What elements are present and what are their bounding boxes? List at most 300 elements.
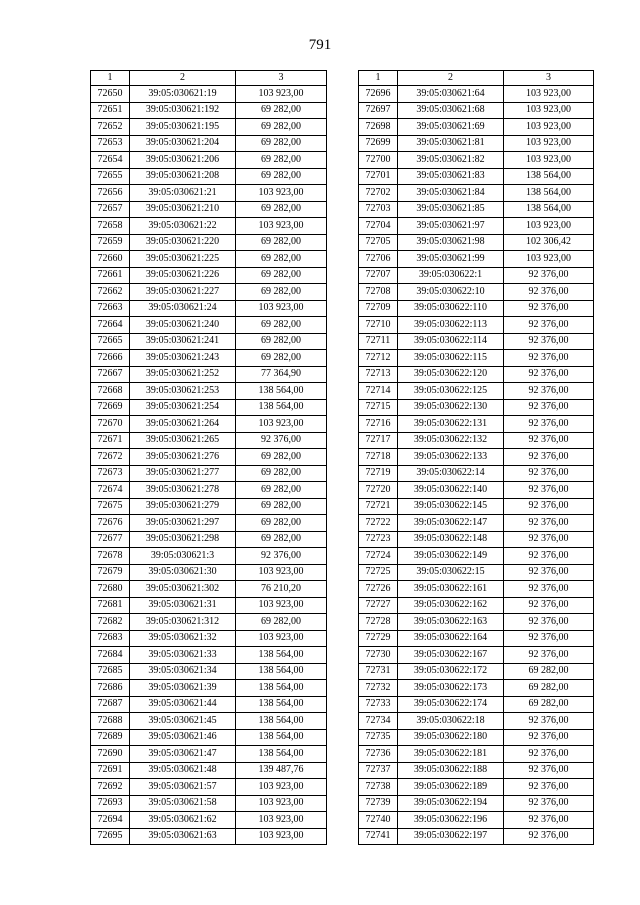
row-number-cell: 72679 bbox=[91, 564, 130, 581]
row-number-cell: 72711 bbox=[359, 333, 398, 350]
value-cell: 92 376,00 bbox=[504, 317, 594, 334]
value-cell: 92 376,00 bbox=[504, 630, 594, 647]
table-row bbox=[359, 828, 594, 845]
table-row bbox=[359, 152, 594, 169]
row-number-cell: 72658 bbox=[91, 218, 130, 235]
cadastral-number-cell: 39:05:030621:208 bbox=[130, 168, 236, 185]
value-cell: 92 376,00 bbox=[504, 581, 594, 598]
value-cell: 69 282,00 bbox=[504, 680, 594, 697]
table-row bbox=[359, 135, 594, 152]
row-number-cell: 72728 bbox=[359, 614, 398, 631]
table-row bbox=[91, 515, 327, 532]
row-number-cell: 72722 bbox=[359, 515, 398, 532]
value-cell: 69 282,00 bbox=[236, 234, 327, 251]
table-row bbox=[359, 86, 594, 103]
value-cell: 92 376,00 bbox=[504, 284, 594, 301]
table-row bbox=[91, 597, 327, 614]
row-number-cell: 72665 bbox=[91, 333, 130, 350]
cadastral-number-cell: 39:05:030621:19 bbox=[130, 86, 236, 103]
column-header: 2 bbox=[398, 71, 504, 86]
cadastral-number-cell: 39:05:030621:278 bbox=[130, 482, 236, 499]
cadastral-number-cell: 39:05:030621:24 bbox=[130, 300, 236, 317]
value-cell: 103 923,00 bbox=[236, 812, 327, 829]
value-cell: 103 923,00 bbox=[236, 564, 327, 581]
value-cell: 103 923,00 bbox=[236, 597, 327, 614]
value-cell: 138 564,00 bbox=[236, 729, 327, 746]
row-number-cell: 72718 bbox=[359, 449, 398, 466]
row-number-cell: 72690 bbox=[91, 746, 130, 763]
value-cell: 92 376,00 bbox=[504, 515, 594, 532]
table-row bbox=[91, 581, 327, 598]
table-row bbox=[359, 630, 594, 647]
row-number-cell: 72688 bbox=[91, 713, 130, 730]
cadastral-number-cell: 39:05:030621:226 bbox=[130, 267, 236, 284]
table-row bbox=[359, 498, 594, 515]
table-row bbox=[359, 168, 594, 185]
table-row bbox=[359, 597, 594, 614]
cadastral-number-cell: 39:05:030621:34 bbox=[130, 663, 236, 680]
row-number-cell: 72724 bbox=[359, 548, 398, 565]
cadastral-number-cell: 39:05:030621:33 bbox=[130, 647, 236, 664]
table-row bbox=[91, 779, 327, 796]
row-number-cell: 72683 bbox=[91, 630, 130, 647]
value-cell: 92 376,00 bbox=[504, 267, 594, 284]
cadastral-number-cell: 39:05:030621:85 bbox=[398, 201, 504, 218]
table-row bbox=[91, 828, 327, 845]
row-number-cell: 72654 bbox=[91, 152, 130, 169]
cadastral-number-cell: 39:05:030622:196 bbox=[398, 812, 504, 829]
value-cell: 102 306,42 bbox=[504, 234, 594, 251]
row-number-cell: 72705 bbox=[359, 234, 398, 251]
table-row bbox=[359, 300, 594, 317]
table-row bbox=[359, 812, 594, 829]
row-number-cell: 72741 bbox=[359, 828, 398, 845]
value-cell: 92 376,00 bbox=[504, 548, 594, 565]
cadastral-number-cell: 39:05:030622:194 bbox=[398, 795, 504, 812]
row-number-cell: 72664 bbox=[91, 317, 130, 334]
table-row bbox=[359, 482, 594, 499]
cadastral-number-cell: 39:05:030621:62 bbox=[130, 812, 236, 829]
table-row bbox=[359, 663, 594, 680]
cadastral-number-cell: 39:05:030622:181 bbox=[398, 746, 504, 763]
table-row bbox=[91, 416, 327, 433]
cadastral-number-cell: 39:05:030621:21 bbox=[130, 185, 236, 202]
value-cell: 92 376,00 bbox=[504, 795, 594, 812]
value-cell: 69 282,00 bbox=[236, 152, 327, 169]
value-cell: 92 376,00 bbox=[504, 449, 594, 466]
cadastral-number-cell: 39:05:030621:64 bbox=[398, 86, 504, 103]
cadastral-number-cell: 39:05:030621:22 bbox=[130, 218, 236, 235]
row-number-cell: 72691 bbox=[91, 762, 130, 779]
row-number-cell: 72673 bbox=[91, 465, 130, 482]
cadastral-number-cell: 39:05:030621:69 bbox=[398, 119, 504, 136]
value-cell: 103 923,00 bbox=[236, 218, 327, 235]
table-row bbox=[91, 185, 327, 202]
row-number-cell: 72727 bbox=[359, 597, 398, 614]
value-cell: 69 282,00 bbox=[236, 449, 327, 466]
cadastral-number-cell: 39:05:030621:192 bbox=[130, 102, 236, 119]
cadastral-number-cell: 39:05:030622:161 bbox=[398, 581, 504, 598]
table-row bbox=[359, 317, 594, 334]
cadastral-number-cell: 39:05:030621:297 bbox=[130, 515, 236, 532]
table-row bbox=[359, 515, 594, 532]
cadastral-number-cell: 39:05:030621:39 bbox=[130, 680, 236, 697]
row-number-cell: 72731 bbox=[359, 663, 398, 680]
row-number-cell: 72675 bbox=[91, 498, 130, 515]
table-row bbox=[359, 614, 594, 631]
value-cell: 69 282,00 bbox=[236, 333, 327, 350]
row-number-cell: 72694 bbox=[91, 812, 130, 829]
row-number-cell: 72670 bbox=[91, 416, 130, 433]
table-row bbox=[359, 333, 594, 350]
row-number-cell: 72662 bbox=[91, 284, 130, 301]
cadastral-number-cell: 39:05:030622:133 bbox=[398, 449, 504, 466]
table-row bbox=[91, 251, 327, 268]
table-row bbox=[359, 234, 594, 251]
row-number-cell: 72734 bbox=[359, 713, 398, 730]
cadastral-number-cell: 39:05:030621:58 bbox=[130, 795, 236, 812]
cadastral-number-cell: 39:05:030621:63 bbox=[130, 828, 236, 845]
cadastral-number-cell: 39:05:030622:125 bbox=[398, 383, 504, 400]
row-number-cell: 72667 bbox=[91, 366, 130, 383]
cadastral-number-cell: 39:05:030622:114 bbox=[398, 333, 504, 350]
row-number-cell: 72725 bbox=[359, 564, 398, 581]
row-number-cell: 72707 bbox=[359, 267, 398, 284]
cadastral-number-cell: 39:05:030622:115 bbox=[398, 350, 504, 367]
table-row bbox=[91, 366, 327, 383]
value-cell: 103 923,00 bbox=[236, 185, 327, 202]
value-cell: 139 487,76 bbox=[236, 762, 327, 779]
table-row bbox=[91, 498, 327, 515]
value-cell: 103 923,00 bbox=[236, 828, 327, 845]
cadastral-number-cell: 39:05:030621:220 bbox=[130, 234, 236, 251]
value-cell: 103 923,00 bbox=[504, 251, 594, 268]
page-number: 791 bbox=[308, 37, 332, 53]
table-row bbox=[359, 465, 594, 482]
cadastral-number-cell: 39:05:030622:173 bbox=[398, 680, 504, 697]
value-cell: 92 376,00 bbox=[504, 762, 594, 779]
cadastral-number-cell: 39:05:030621:264 bbox=[130, 416, 236, 433]
left-table-body bbox=[91, 71, 327, 845]
table-row bbox=[359, 383, 594, 400]
value-cell: 92 376,00 bbox=[504, 812, 594, 829]
cadastral-number-cell: 39:05:030622:167 bbox=[398, 647, 504, 664]
table-row bbox=[359, 201, 594, 218]
cadastral-number-cell: 39:05:030621:48 bbox=[130, 762, 236, 779]
row-number-cell: 72721 bbox=[359, 498, 398, 515]
cadastral-number-cell: 39:05:030621:82 bbox=[398, 152, 504, 169]
table-row bbox=[359, 218, 594, 235]
cadastral-number-cell: 39:05:030622:140 bbox=[398, 482, 504, 499]
table-row bbox=[91, 465, 327, 482]
value-cell: 69 282,00 bbox=[236, 482, 327, 499]
table-row bbox=[91, 795, 327, 812]
table-row bbox=[91, 449, 327, 466]
row-number-cell: 72712 bbox=[359, 350, 398, 367]
cadastral-number-cell: 39:05:030622:132 bbox=[398, 432, 504, 449]
cadastral-number-cell: 39:05:030621:3 bbox=[130, 548, 236, 565]
cadastral-number-cell: 39:05:030621:302 bbox=[130, 581, 236, 598]
value-cell: 103 923,00 bbox=[504, 86, 594, 103]
cadastral-number-cell: 39:05:030621:277 bbox=[130, 465, 236, 482]
table-row bbox=[91, 663, 327, 680]
value-cell: 138 564,00 bbox=[236, 399, 327, 416]
row-number-cell: 72740 bbox=[359, 812, 398, 829]
cadastral-number-cell: 39:05:030621:31 bbox=[130, 597, 236, 614]
value-cell: 69 282,00 bbox=[236, 201, 327, 218]
row-number-cell: 72689 bbox=[91, 729, 130, 746]
cadastral-number-cell: 39:05:030622:130 bbox=[398, 399, 504, 416]
cadastral-number-cell: 39:05:030621:253 bbox=[130, 383, 236, 400]
row-number-cell: 72685 bbox=[91, 663, 130, 680]
cadastral-number-cell: 39:05:030622:189 bbox=[398, 779, 504, 796]
table-row bbox=[91, 432, 327, 449]
column-header: 1 bbox=[359, 71, 398, 86]
value-cell: 92 376,00 bbox=[504, 350, 594, 367]
row-number-cell: 72652 bbox=[91, 119, 130, 136]
cadastral-number-cell: 39:05:030621:227 bbox=[130, 284, 236, 301]
table-row bbox=[91, 86, 327, 103]
table-row bbox=[91, 548, 327, 565]
cadastral-number-cell: 39:05:030622:180 bbox=[398, 729, 504, 746]
value-cell: 92 376,00 bbox=[504, 498, 594, 515]
table-row bbox=[359, 102, 594, 119]
row-number-cell: 72668 bbox=[91, 383, 130, 400]
table-row bbox=[359, 185, 594, 202]
row-number-cell: 72716 bbox=[359, 416, 398, 433]
row-number-cell: 72715 bbox=[359, 399, 398, 416]
table-row bbox=[359, 729, 594, 746]
table-row bbox=[359, 449, 594, 466]
value-cell: 138 564,00 bbox=[236, 647, 327, 664]
table-row bbox=[91, 267, 327, 284]
table-row bbox=[91, 482, 327, 499]
row-number-cell: 72661 bbox=[91, 267, 130, 284]
value-cell: 103 923,00 bbox=[504, 102, 594, 119]
table-row bbox=[91, 350, 327, 367]
row-number-cell: 72695 bbox=[91, 828, 130, 845]
row-number-cell: 72723 bbox=[359, 531, 398, 548]
table-row bbox=[359, 746, 594, 763]
row-number-cell: 72733 bbox=[359, 696, 398, 713]
value-cell: 92 376,00 bbox=[504, 333, 594, 350]
cadastral-number-cell: 39:05:030622:15 bbox=[398, 564, 504, 581]
row-number-cell: 72699 bbox=[359, 135, 398, 152]
value-cell: 76 210,20 bbox=[236, 581, 327, 598]
column-header: 3 bbox=[504, 71, 594, 86]
value-cell: 92 376,00 bbox=[504, 465, 594, 482]
row-number-cell: 72700 bbox=[359, 152, 398, 169]
row-number-cell: 72704 bbox=[359, 218, 398, 235]
row-number-cell: 72671 bbox=[91, 432, 130, 449]
value-cell: 69 282,00 bbox=[236, 284, 327, 301]
row-number-cell: 72666 bbox=[91, 350, 130, 367]
table-row bbox=[91, 333, 327, 350]
row-number-cell: 72701 bbox=[359, 168, 398, 185]
table-row bbox=[91, 564, 327, 581]
table-row bbox=[91, 531, 327, 548]
value-cell: 103 923,00 bbox=[504, 135, 594, 152]
table-row bbox=[359, 779, 594, 796]
value-cell: 69 282,00 bbox=[236, 515, 327, 532]
value-cell: 69 282,00 bbox=[504, 663, 594, 680]
cadastral-number-cell: 39:05:030621:30 bbox=[130, 564, 236, 581]
cadastral-number-cell: 39:05:030622:174 bbox=[398, 696, 504, 713]
table-row bbox=[91, 102, 327, 119]
value-cell: 69 282,00 bbox=[236, 614, 327, 631]
cadastral-number-cell: 39:05:030621:225 bbox=[130, 251, 236, 268]
row-number-cell: 72703 bbox=[359, 201, 398, 218]
table-row bbox=[359, 548, 594, 565]
value-cell: 69 282,00 bbox=[236, 317, 327, 334]
cadastral-number-cell: 39:05:030621:241 bbox=[130, 333, 236, 350]
row-number-cell: 72719 bbox=[359, 465, 398, 482]
table-row bbox=[359, 416, 594, 433]
row-number-cell: 72739 bbox=[359, 795, 398, 812]
cadastral-number-cell: 39:05:030621:206 bbox=[130, 152, 236, 169]
value-cell: 103 923,00 bbox=[504, 218, 594, 235]
cadastral-number-cell: 39:05:030621:252 bbox=[130, 366, 236, 383]
row-number-cell: 72698 bbox=[359, 119, 398, 136]
cadastral-number-cell: 39:05:030621:81 bbox=[398, 135, 504, 152]
value-cell: 92 376,00 bbox=[504, 647, 594, 664]
cadastral-number-cell: 39:05:030622:145 bbox=[398, 498, 504, 515]
cadastral-number-cell: 39:05:030621:254 bbox=[130, 399, 236, 416]
row-number-cell: 72682 bbox=[91, 614, 130, 631]
row-number-cell: 72680 bbox=[91, 581, 130, 598]
table-row bbox=[91, 168, 327, 185]
cadastral-number-cell: 39:05:030621:276 bbox=[130, 449, 236, 466]
value-cell: 69 282,00 bbox=[236, 135, 327, 152]
cadastral-number-cell: 39:05:030622:131 bbox=[398, 416, 504, 433]
table-row bbox=[359, 696, 594, 713]
value-cell: 138 564,00 bbox=[504, 168, 594, 185]
cadastral-number-cell: 39:05:030622:18 bbox=[398, 713, 504, 730]
row-number-cell: 72710 bbox=[359, 317, 398, 334]
row-number-cell: 72693 bbox=[91, 795, 130, 812]
row-number-cell: 72678 bbox=[91, 548, 130, 565]
table-row bbox=[359, 432, 594, 449]
cadastral-number-cell: 39:05:030621:210 bbox=[130, 201, 236, 218]
row-number-cell: 72696 bbox=[359, 86, 398, 103]
table-row bbox=[91, 630, 327, 647]
cadastral-number-cell: 39:05:030621:265 bbox=[130, 432, 236, 449]
row-number-cell: 72730 bbox=[359, 647, 398, 664]
row-number-cell: 72735 bbox=[359, 729, 398, 746]
table-row bbox=[91, 234, 327, 251]
row-number-cell: 72737 bbox=[359, 762, 398, 779]
left-table bbox=[90, 70, 327, 845]
value-cell: 103 923,00 bbox=[236, 630, 327, 647]
table-row bbox=[359, 251, 594, 268]
row-number-cell: 72736 bbox=[359, 746, 398, 763]
value-cell: 69 282,00 bbox=[236, 350, 327, 367]
table-row bbox=[359, 267, 594, 284]
table-row bbox=[359, 399, 594, 416]
table-row bbox=[91, 218, 327, 235]
column-header: 2 bbox=[130, 71, 236, 86]
cadastral-number-cell: 39:05:030622:1 bbox=[398, 267, 504, 284]
table-row bbox=[359, 531, 594, 548]
value-cell: 92 376,00 bbox=[504, 597, 594, 614]
cadastral-number-cell: 39:05:030622:113 bbox=[398, 317, 504, 334]
cadastral-number-cell: 39:05:030621:46 bbox=[130, 729, 236, 746]
cadastral-number-cell: 39:05:030621:98 bbox=[398, 234, 504, 251]
value-cell: 103 923,00 bbox=[504, 152, 594, 169]
value-cell: 92 376,00 bbox=[504, 779, 594, 796]
value-cell: 92 376,00 bbox=[504, 366, 594, 383]
cadastral-number-cell: 39:05:030622:163 bbox=[398, 614, 504, 631]
cadastral-number-cell: 39:05:030621:97 bbox=[398, 218, 504, 235]
value-cell: 92 376,00 bbox=[504, 416, 594, 433]
cadastral-number-cell: 39:05:030621:84 bbox=[398, 185, 504, 202]
cadastral-number-cell: 39:05:030621:99 bbox=[398, 251, 504, 268]
value-cell: 92 376,00 bbox=[504, 828, 594, 845]
cadastral-number-cell: 39:05:030622:197 bbox=[398, 828, 504, 845]
row-number-cell: 72738 bbox=[359, 779, 398, 796]
table-row bbox=[91, 729, 327, 746]
row-number-cell: 72676 bbox=[91, 515, 130, 532]
table-row bbox=[359, 647, 594, 664]
value-cell: 103 923,00 bbox=[236, 795, 327, 812]
row-number-cell: 72651 bbox=[91, 102, 130, 119]
value-cell: 92 376,00 bbox=[504, 746, 594, 763]
row-number-cell: 72709 bbox=[359, 300, 398, 317]
cadastral-number-cell: 39:05:030621:312 bbox=[130, 614, 236, 631]
table-row bbox=[359, 366, 594, 383]
cadastral-number-cell: 39:05:030621:57 bbox=[130, 779, 236, 796]
row-number-cell: 72717 bbox=[359, 432, 398, 449]
row-number-cell: 72726 bbox=[359, 581, 398, 598]
row-number-cell: 72720 bbox=[359, 482, 398, 499]
value-cell: 69 282,00 bbox=[236, 498, 327, 515]
table-row bbox=[91, 696, 327, 713]
value-cell: 103 923,00 bbox=[236, 86, 327, 103]
table-row bbox=[91, 812, 327, 829]
right-table bbox=[358, 70, 594, 845]
cadastral-number-cell: 39:05:030621:68 bbox=[398, 102, 504, 119]
row-number-cell: 72674 bbox=[91, 482, 130, 499]
value-cell: 69 282,00 bbox=[236, 102, 327, 119]
cadastral-number-cell: 39:05:030622:147 bbox=[398, 515, 504, 532]
cadastral-number-cell: 39:05:030622:164 bbox=[398, 630, 504, 647]
table-header-row bbox=[91, 71, 327, 86]
row-number-cell: 72684 bbox=[91, 647, 130, 664]
row-number-cell: 72697 bbox=[359, 102, 398, 119]
table-row bbox=[91, 300, 327, 317]
table-row bbox=[359, 350, 594, 367]
value-cell: 138 564,00 bbox=[236, 713, 327, 730]
row-number-cell: 72653 bbox=[91, 135, 130, 152]
column-header: 3 bbox=[236, 71, 327, 86]
value-cell: 138 564,00 bbox=[504, 201, 594, 218]
value-cell: 69 282,00 bbox=[236, 531, 327, 548]
row-number-cell: 72660 bbox=[91, 251, 130, 268]
row-number-cell: 72663 bbox=[91, 300, 130, 317]
value-cell: 138 564,00 bbox=[236, 680, 327, 697]
table-row bbox=[359, 581, 594, 598]
cadastral-number-cell: 39:05:030622:172 bbox=[398, 663, 504, 680]
row-number-cell: 72677 bbox=[91, 531, 130, 548]
table-row bbox=[359, 762, 594, 779]
value-cell: 92 376,00 bbox=[504, 482, 594, 499]
value-cell: 103 923,00 bbox=[504, 119, 594, 136]
table-row bbox=[91, 119, 327, 136]
row-number-cell: 72714 bbox=[359, 383, 398, 400]
cadastral-number-cell: 39:05:030621:45 bbox=[130, 713, 236, 730]
value-cell: 69 282,00 bbox=[236, 267, 327, 284]
cadastral-number-cell: 39:05:030621:298 bbox=[130, 531, 236, 548]
